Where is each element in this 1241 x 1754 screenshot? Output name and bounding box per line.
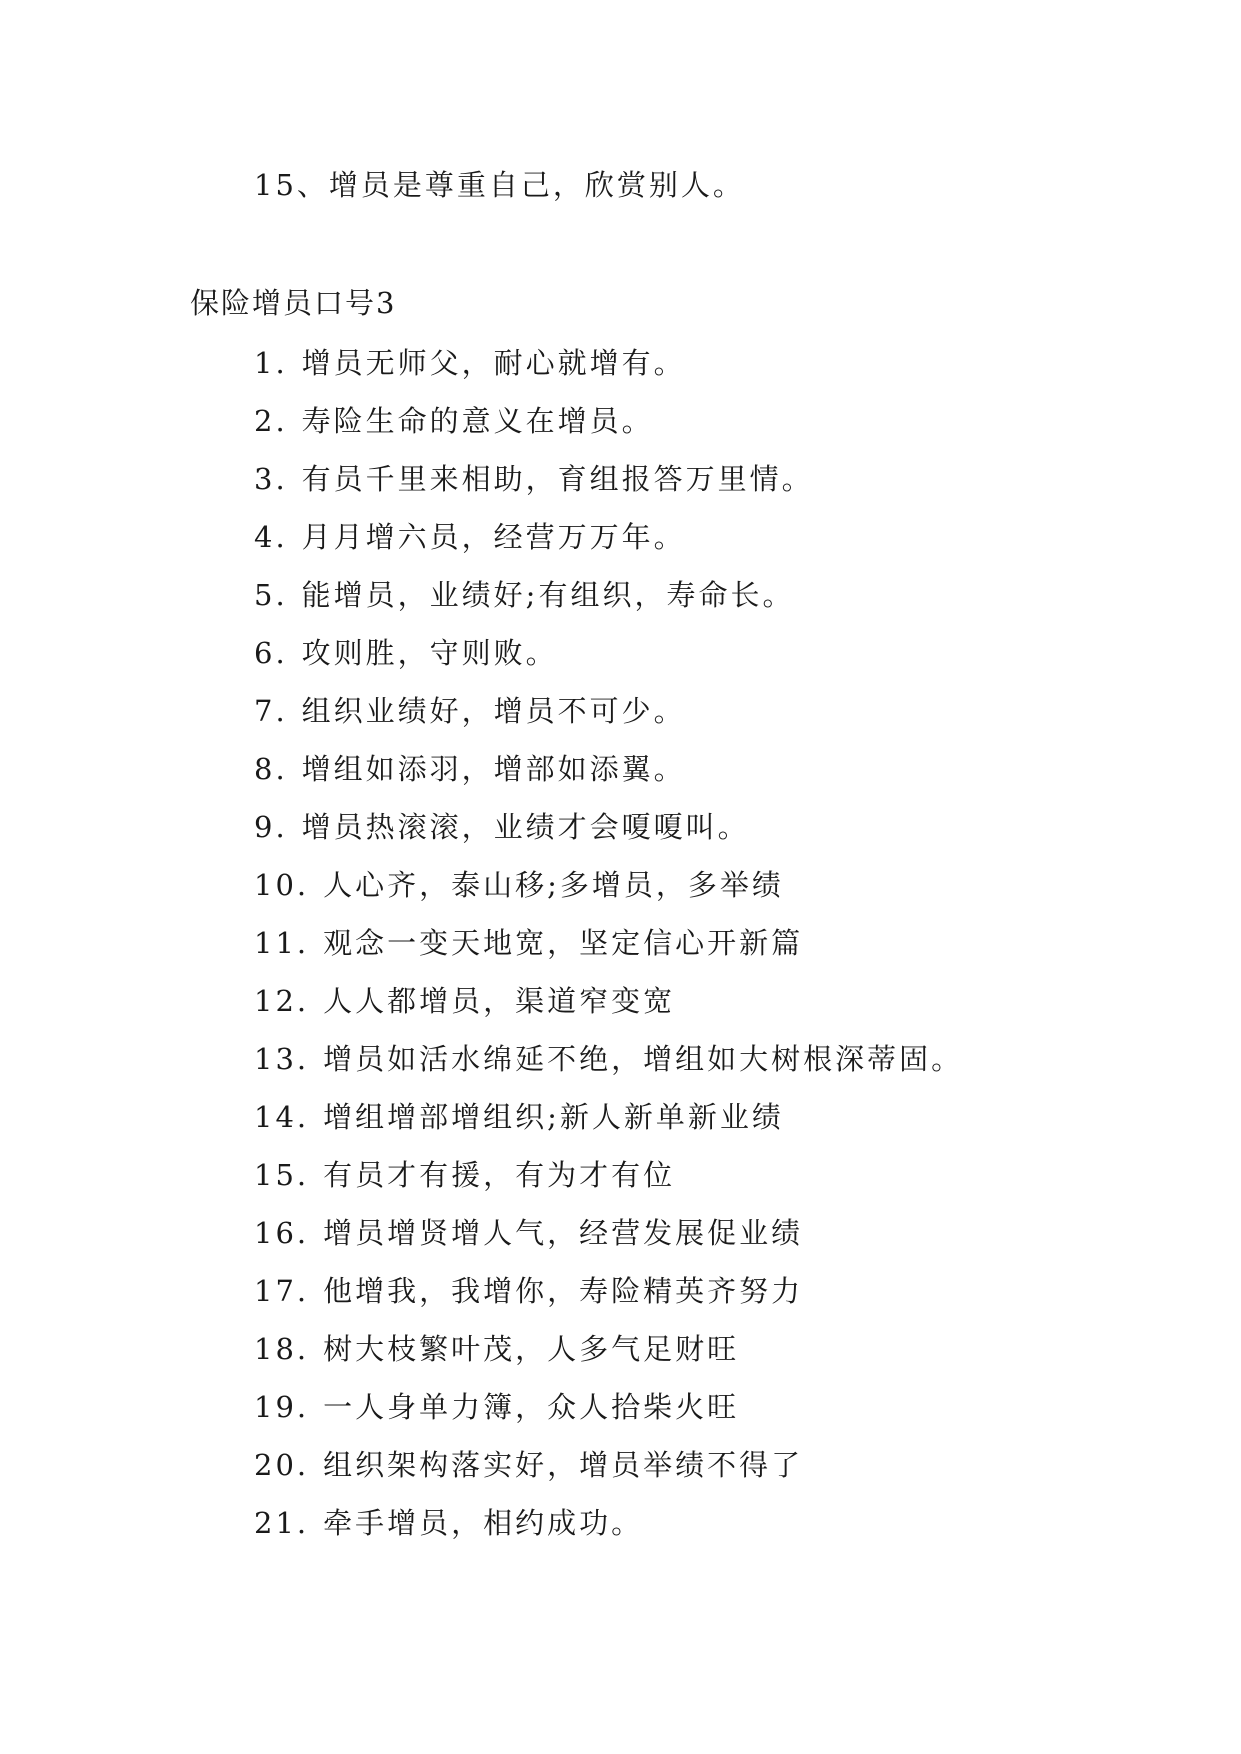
slogan-item xyxy=(254,401,963,459)
slogan-text: 人人都增员，渠道窄变宽 xyxy=(323,984,676,1018)
slogan-item xyxy=(254,1503,963,1561)
slogan-number: 14. xyxy=(254,1100,310,1134)
slogan-number: 2. xyxy=(254,404,288,438)
slogan-number: 17. xyxy=(254,1274,310,1308)
slogan-item xyxy=(254,459,963,517)
slogan-text: 一人身单力簿，众人拾柴火旺 xyxy=(323,1390,740,1424)
slogan-text: 他增我，我增你，寿险精英齐努力 xyxy=(323,1274,804,1308)
slogan-number: 15. xyxy=(254,1158,310,1192)
slogan-number: 19. xyxy=(254,1390,310,1424)
slogan-number: 7. xyxy=(254,694,288,728)
section-title: 保险增员口号3 xyxy=(190,286,397,320)
slogan-text: 增员无师父，耐心就增有。 xyxy=(301,346,686,380)
slogan-item xyxy=(254,865,963,923)
slogan-number: 10. xyxy=(254,868,310,902)
slogan-number: 5. xyxy=(254,578,288,612)
slogan-text: 有员千里来相助，育组报答万里情。 xyxy=(301,462,814,496)
slogan-text: 人心齐，泰山移;多增员，多举绩 xyxy=(323,868,784,902)
slogan-text: 组织架构落实好，增员举绩不得了 xyxy=(323,1448,804,1482)
slogan-text: 增员热滚滚，业绩才会嗄嗄叫。 xyxy=(301,810,750,844)
slogan-item xyxy=(254,923,963,981)
slogan-text: 树大枝繁叶茂，人多气足财旺 xyxy=(323,1332,740,1366)
slogan-item xyxy=(254,1097,963,1155)
slogan-text: 月月增六员，经营万万年。 xyxy=(301,520,686,554)
slogan-text: 寿险生命的意义在增员。 xyxy=(301,404,654,438)
slogan-number: 11. xyxy=(254,926,310,960)
slogan-number: 3. xyxy=(254,462,288,496)
slogan-item xyxy=(254,517,963,575)
lead-item: 15、增员是尊重自己，欣赏别人。 xyxy=(254,168,745,202)
slogan-number: 21. xyxy=(254,1506,310,1540)
slogan-number: 18. xyxy=(254,1332,310,1366)
slogan-item xyxy=(254,1387,963,1445)
slogan-item xyxy=(254,981,963,1039)
slogan-item xyxy=(254,1213,963,1271)
slogan-number: 8. xyxy=(254,752,288,786)
slogan-text: 有员才有援，有为才有位 xyxy=(323,1158,676,1192)
slogan-number: 1. xyxy=(254,346,288,380)
slogan-item xyxy=(254,1039,963,1097)
slogan-text: 增组如添羽，增部如添翼。 xyxy=(301,752,686,786)
slogan-number: 12. xyxy=(254,984,310,1018)
slogan-item xyxy=(254,575,963,633)
slogan-number: 13. xyxy=(254,1042,310,1076)
slogan-number: 9. xyxy=(254,810,288,844)
slogan-item xyxy=(254,1329,963,1387)
slogan-item xyxy=(254,749,963,807)
slogan-item xyxy=(254,633,963,691)
slogan-list xyxy=(254,343,963,1561)
slogan-item xyxy=(254,1271,963,1329)
slogan-text: 攻则胜，守则败。 xyxy=(301,636,558,670)
slogan-text: 增员如活水绵延不绝，增组如大树根深蒂固。 xyxy=(323,1042,964,1076)
slogan-item xyxy=(254,1445,963,1503)
slogan-item xyxy=(254,1155,963,1213)
slogan-text: 组织业绩好，增员不可少。 xyxy=(301,694,686,728)
slogan-number: 6. xyxy=(254,636,288,670)
slogan-number: 20. xyxy=(254,1448,310,1482)
slogan-text: 增员增贤增人气，经营发展促业绩 xyxy=(323,1216,804,1250)
slogan-text: 增组增部增组织;新人新单新业绩 xyxy=(323,1100,784,1134)
slogan-item xyxy=(254,691,963,749)
slogan-item xyxy=(254,343,963,401)
slogan-number: 4. xyxy=(254,520,288,554)
slogan-item xyxy=(254,807,963,865)
slogan-text: 牵手增员，相约成功。 xyxy=(323,1506,644,1540)
slogan-text: 观念一变天地宽，坚定信心开新篇 xyxy=(323,926,804,960)
slogan-number: 16. xyxy=(254,1216,310,1250)
slogan-text: 能增员，业绩好;有组织，寿命长。 xyxy=(301,578,795,612)
